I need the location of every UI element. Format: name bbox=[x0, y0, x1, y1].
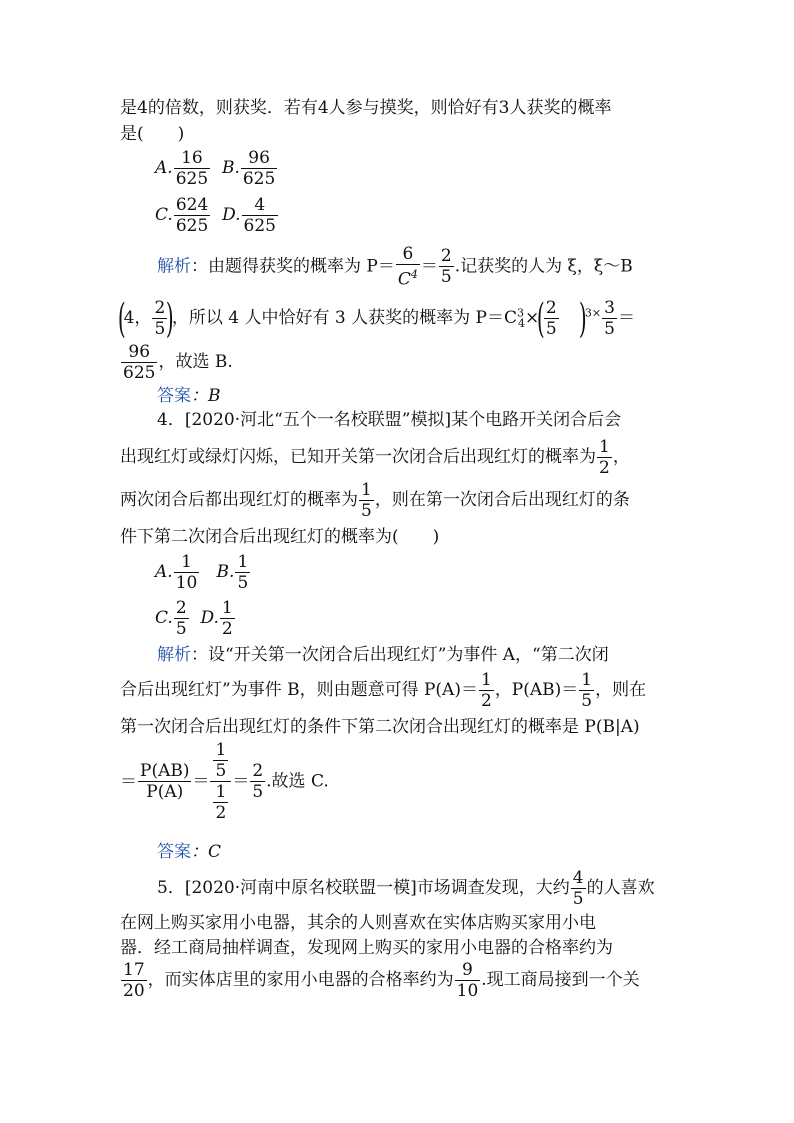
q4-analysis-line2: 合后出现红灯”为事件 B，则由题意可得 P(A)＝ $\frac{1}{2}$ ，P(AB)＝ $\frac{1}{5}$ ，则在 bbox=[120, 670, 647, 711]
q3-options-row2 bbox=[155, 195, 279, 236]
q3-analysis-frac6: $\frac{96}{625}$ bbox=[123, 342, 156, 383]
q4-analysis-line4: ＝ $\frac{P(AB)}{P(A)}$ ＝ $\frac{\frac{1}{5}}{\frac{1}{2}}$ ＝ $\frac{2}{5}$ .故选 C. bbox=[120, 740, 329, 823]
q3-option-d-fraction: $\frac{4}{625}$ bbox=[243, 195, 276, 236]
q4-analysis-frac-pab: $\frac{1}{5}$ bbox=[581, 670, 593, 711]
q3-analysis-label: 解析 bbox=[157, 256, 191, 277]
q4-stem-line4: 件下第二次闭合后出现红灯的概率为( ) bbox=[120, 527, 440, 547]
q4-analysis-complex-frac: $\frac{\frac{1}{5}}{\frac{1}{2}}$ bbox=[210, 740, 231, 823]
q5-stem-line1: 5．[2020·河南中原名校联盟一模]市场调查发现，大约 $\frac{4}{5}$ 的人喜欢 bbox=[157, 868, 655, 909]
q4-option-d-label: D. bbox=[200, 608, 219, 628]
q4-options-row1 bbox=[155, 552, 251, 593]
q4-option-a-label: A. bbox=[155, 562, 173, 582]
q4-options-row2 bbox=[155, 598, 236, 639]
q4-stem-line3: 两次闭合后都出现红灯的概率为 $\frac{1}{5}$ ，则在第一次闭合后出现红灯的条 bbox=[120, 480, 630, 521]
q3-analysis-frac2: $\frac{2}{5}$ bbox=[440, 246, 452, 288]
q4-answer-label: 答案 bbox=[157, 842, 191, 862]
q4-analysis-frac-ratio: $\frac{P(AB)}{P(A)}$ bbox=[140, 761, 190, 802]
q3-analysis-frac3: $\frac{2}{5}$ bbox=[154, 298, 166, 339]
q3-analysis-line1: 解析：由题得获奖的概率为 P＝ $\frac{6}{C^4}$ ＝ $\frac{2}{5}$ .记获奖的人为 ξ，ξ～B bbox=[157, 244, 633, 290]
q5-stem-line4: $\frac{17}{20}$ ，而实体店里的家用小电器的合格率约为 $\frac{9}{10}$ .现工商局接到一个关 bbox=[123, 960, 640, 1001]
q3-stem-line2: 是( ) bbox=[120, 124, 185, 144]
q4-answer: 答案：C bbox=[157, 842, 222, 862]
q3-option-b-label: B. bbox=[221, 158, 240, 178]
q4-stem-line1: 4．[2020·河北“五个一名校联盟”模拟]某个电路开关闭合后会 bbox=[157, 410, 622, 430]
q5-frac-online-pass: $\frac{17}{20}$ bbox=[123, 960, 145, 1001]
q4-stem-line2: 出现红灯或绿灯闪烁，已知开关第一次闭合后出现红灯的概率为 $\frac{1}{2}$ ， bbox=[120, 437, 630, 478]
q4-analysis-line3: 第一次闭合后出现红灯的条件下第二次闭合出现红灯的概率是 P(B|A) bbox=[120, 717, 640, 737]
q3-answer: 答案：B bbox=[157, 386, 221, 406]
q4-analysis-frac-result: $\frac{2}{5}$ bbox=[252, 761, 264, 802]
q3-analysis-line3: $\frac{96}{625}$ ，故选 B. bbox=[123, 342, 233, 383]
q5-stem-line2: 在网上购买家用小电器，其余的人则喜欢在实体店购买家用小电 bbox=[120, 913, 596, 933]
q3-option-a-label: A. bbox=[155, 158, 173, 178]
q4-analysis-line1: 解析：设“开关第一次闭合后出现红灯”为事件 A，“第二次闭 bbox=[157, 645, 609, 665]
q4-option-b-label: B. bbox=[216, 562, 235, 582]
q4-frac-first-red: $\frac{1}{2}$ bbox=[599, 437, 610, 478]
q3-analysis-frac1: $\frac{6}{C^4}$ bbox=[397, 244, 418, 290]
q3-option-d-label: D. bbox=[222, 205, 241, 225]
q3-option-c-label: C. bbox=[155, 205, 173, 225]
q4-option-a-fraction: $\frac{1}{10}$ bbox=[175, 552, 198, 593]
q3-analysis-frac4: $\frac{2}{5}$ bbox=[545, 298, 557, 339]
q4-analysis-label: 解析 bbox=[157, 645, 191, 665]
q3-answer-label: 答案 bbox=[157, 386, 191, 406]
q5-frac-online: $\frac{4}{5}$ bbox=[572, 868, 584, 909]
q4-option-c-fraction: $\frac{2}{5}$ bbox=[175, 598, 187, 639]
q3-analysis-frac5: $\frac{3}{5}$ bbox=[604, 298, 615, 339]
q3-option-a-fraction: $\frac{16}{625}$ bbox=[175, 148, 209, 189]
q3-option-b-fraction: $\frac{96}{625}$ bbox=[242, 148, 276, 189]
q4-option-c-label: C. bbox=[155, 608, 173, 628]
q3-options-row1 bbox=[155, 148, 278, 189]
q4-option-b-fraction: $\frac{1}{5}$ bbox=[237, 552, 249, 593]
q4-option-d-fraction: $\frac{1}{2}$ bbox=[221, 598, 233, 639]
q4-analysis-frac-pa: $\frac{1}{2}$ bbox=[480, 670, 492, 711]
q3-stem-line1: 是4的倍数，则获奖．若有4人参与摸奖，则恰好有3人获奖的概率 bbox=[120, 98, 612, 118]
q5-frac-store-pass: $\frac{9}{10}$ bbox=[456, 960, 479, 1001]
q4-frac-both-red: $\frac{1}{5}$ bbox=[361, 480, 372, 521]
q3-option-c-fraction: $\frac{624}{625}$ bbox=[175, 195, 209, 236]
q5-stem-line3: 器．经工商局抽样调查，发现网上购买的家用小电器的合格率约为 bbox=[120, 938, 613, 958]
q3-analysis-line2: (4， $\frac{2}{5}$ )，所以 4 人中恰好有 3 人获奖的概率为 $P=C^3_4\times$( $\frac{2}{5}$ )$^{3\times}$ $\frac{3}{5}$ ＝ bbox=[117, 295, 635, 342]
